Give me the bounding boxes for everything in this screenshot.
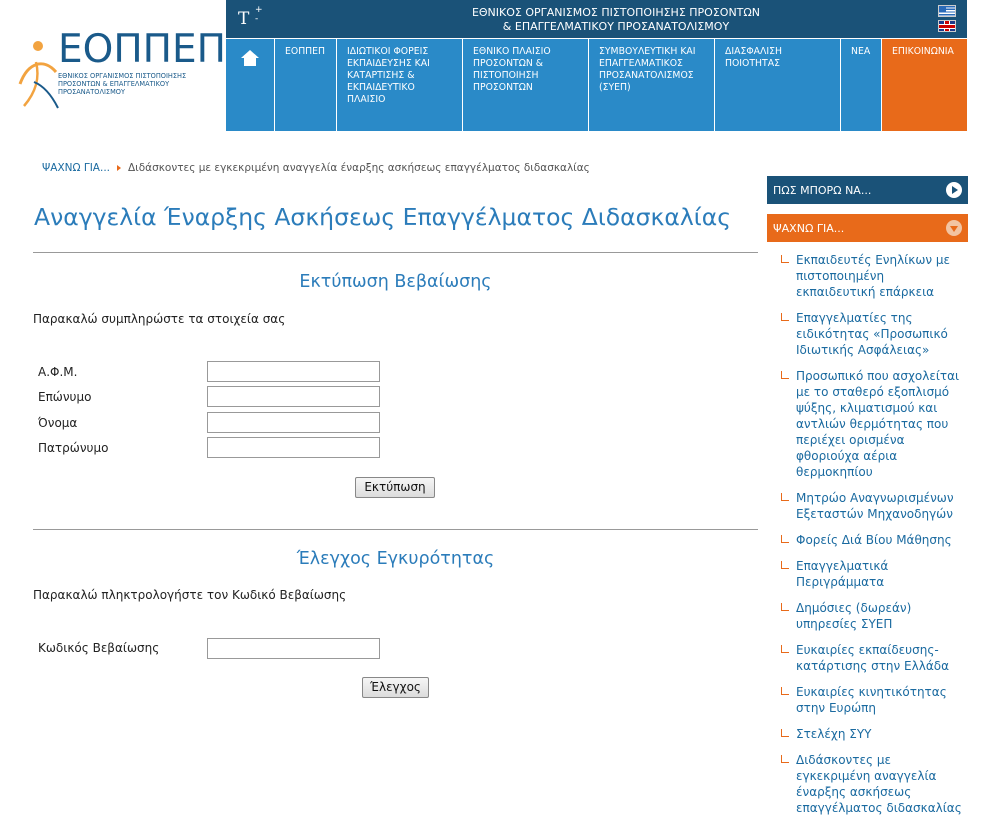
surname-label: Επώνυμο (38, 390, 92, 404)
breadcrumb-arrow-icon (117, 165, 121, 171)
main-menu (226, 39, 967, 131)
uk-flag-icon[interactable] (938, 20, 956, 32)
sidebar-link[interactable] (780, 368, 966, 480)
sidebar-link[interactable] (780, 600, 966, 632)
logo-subtitle: ΕΘΝΙΚΟΣ ΟΡΓΑΝΙΣΜΟΣ ΠΙΣΤΟΠΟΙΗΣΗΣ ΠΡΟΣΟΝΤΩΝ & ΕΠΑΓΓΕΛΜΑΤΙΚΟΥ ΠΡΟΣΑΝΑΤΟΛΙΣΜΟΥ (58, 72, 187, 96)
logo-figure-icon (14, 22, 62, 112)
text-size-control[interactable] (238, 5, 263, 29)
text-size-icon[interactable]: T (238, 9, 250, 29)
text-size-plus-minus[interactable]: + - (255, 5, 263, 24)
menu-item-counseling[interactable]: ΣΥΜΒΟΥΛΕΥΤΙΚΗ ΚΑΙ ΕΠΑΓΓΕΛΜΑΤΙΚΟΣ ΠΡΟΣΑΝΑΤΟΛΙΣΜΟΣ (ΣΥΕΠ) (588, 39, 714, 131)
bullet-icon (781, 561, 789, 569)
afm-label: Α.Φ.Μ. (38, 365, 78, 379)
afm-input[interactable] (207, 361, 380, 382)
sidebar-link-text[interactable]: Διδάσκοντες με εγκεκριμένη αναγγελία έναρξης ασκήσεως επαγγέλματος διδασκαλίας (796, 753, 962, 815)
bullet-icon (781, 255, 789, 263)
bullet-icon (781, 687, 789, 695)
sidebar-link[interactable] (780, 310, 966, 358)
menu-item-quality[interactable]: ΔΙΑΣΦΑΛΙΣΗ ΠΟΙΟΤΗΤΑΣ (714, 39, 840, 131)
bullet-icon (781, 755, 789, 763)
home-icon (240, 49, 260, 67)
menu-item-private-providers[interactable]: ΙΔΙΩΤΙΚΟΙ ΦΟΡΕΙΣ ΕΚΠΑΙΔΕΥΣΗΣ ΚΑΙ ΚΑΤΑΡΤΙΣΗΣ & ΕΚΠΑΙΔΕΥΤΙΚΟ ΠΛΑΙΣΙΟ (336, 39, 462, 131)
print-button[interactable]: Εκτύπωση (355, 477, 435, 498)
divider (33, 529, 758, 530)
firstname-input[interactable] (207, 412, 380, 433)
sidebar-link-text[interactable]: Επαγγελματίες της ειδικότητας «Προσωπικό Ιδιωτικής Ασφάλειας» (796, 311, 948, 357)
menu-home[interactable] (226, 39, 274, 131)
sidebar-link[interactable] (780, 532, 966, 548)
arrow-down-icon (946, 220, 962, 236)
sidebar-link-text[interactable]: Μητρώο Αναγνωρισμένων Εξεταστών Μηχανοδηγών (796, 491, 954, 521)
how-can-i-bar[interactable] (767, 176, 968, 204)
check-button[interactable]: Έλεγχος (362, 677, 429, 698)
firstname-label: Όνομα (38, 416, 78, 430)
sidebar-link[interactable] (780, 252, 966, 300)
looking-for-bar[interactable] (767, 214, 968, 242)
menu-item-news[interactable]: ΝΕΑ (840, 39, 881, 131)
bullet-icon (781, 729, 789, 737)
sidebar-link[interactable] (780, 490, 966, 522)
bullet-icon (781, 493, 789, 501)
bullet-icon (781, 371, 789, 379)
sidebar-link-text[interactable]: Προσωπικό που ασχολείται με το σταθερό εξοπλισμό ψύξης, κλιματισμού και αντλιών θερμότητας που περιέχει ορισμένα φθοριούχα αέρια θερμοκηπίου (796, 369, 960, 479)
top-header (226, 0, 967, 38)
logo-name: ΕΟΠΠΕΠ (58, 27, 226, 72)
bullet-icon (781, 313, 789, 321)
org-name-line1: ΕΘΝΙΚΟΣ ΟΡΓΑΝΙΣΜΟΣ ΠΙΣΤΟΠΟΙΗΣΗΣ ΠΡΟΣΟΝΤΩΝ (471, 6, 761, 19)
fathername-label: Πατρώνυμο (38, 441, 109, 455)
sidebar-link-text[interactable]: Στελέχη ΣΥΥ (796, 727, 872, 741)
menu-item-contact[interactable]: ΕΠΙΚΟΙΝΩΝΙΑ (881, 39, 967, 131)
sidebar-link[interactable] (780, 684, 966, 716)
arrow-right-icon (946, 182, 962, 198)
page-title: Αναγγελία Έναρξης Ασκήσεως Επαγγέλματος Διδασκαλίας (34, 203, 732, 231)
bullet-icon (781, 603, 789, 611)
sidebar-link-text[interactable]: Δημόσιες (δωρεάν) υπηρεσίες ΣΥΕΠ (796, 601, 912, 631)
sidebar-link[interactable] (780, 726, 966, 742)
check-instructions: Παρακαλώ πληκτρολογήστε τον Κωδικό Βεβαίωσης (33, 588, 347, 602)
sidebar-link-text[interactable]: Επαγγελματικά Περιγράμματα (796, 559, 889, 589)
looking-for-label: ΨΑΧΝΩ ΓΙΑ... (773, 222, 845, 235)
org-name-line2: & ΕΠΑΓΓΕΛΜΑΤΙΚΟΥ ΠΡΟΣΑΝΑΤΟΛΙΣΜΟΥ (502, 20, 730, 33)
sidebar-link[interactable] (780, 558, 966, 590)
certificate-code-label: Κωδικός Βεβαίωσης (38, 641, 160, 655)
menu-item-eoppep[interactable]: ΕΟΠΠΕΠ (274, 39, 336, 131)
surname-input[interactable] (207, 386, 380, 407)
print-section-title: Εκτύπωση Βεβαίωσης (299, 272, 492, 292)
print-instructions: Παρακαλώ συμπληρώστε τα στοιχεία σας (33, 312, 286, 326)
divider (33, 252, 758, 253)
sidebar-link-text[interactable]: Ευκαιρίες κινητικότητας στην Ευρώπη (796, 685, 947, 715)
sidebar-link[interactable] (780, 752, 966, 816)
sidebar-link[interactable] (780, 642, 966, 674)
bullet-icon (781, 535, 789, 543)
breadcrumb-root-link[interactable]: ΨΑΧΝΩ ΓΙΑ... (42, 162, 110, 174)
sidebar-link-text[interactable]: Εκπαιδευτές Ενηλίκων με πιστοποιημένη εκπαιδευτική επάρκεια (796, 253, 951, 299)
site-logo[interactable] (14, 22, 226, 112)
sidebar-link-text[interactable]: Ευκαιρίες εκπαίδευσης-κατάρτισης στην Ελλάδα (796, 643, 949, 673)
certificate-code-input[interactable] (207, 638, 380, 659)
breadcrumb (42, 162, 590, 174)
check-section-title: Έλεγχος Εγκυρότητας (296, 549, 495, 569)
bullet-icon (781, 645, 789, 653)
organization-name (396, 6, 836, 34)
how-can-i-label: ΠΩΣ ΜΠΟΡΩ ΝΑ... (773, 184, 872, 197)
fathername-input[interactable] (207, 437, 380, 458)
menu-item-qualifications[interactable]: ΕΘΝΙΚΟ ΠΛΑΙΣΙΟ ΠΡΟΣΟΝΤΩΝ & ΠΙΣΤΟΠΟΙΗΣΗ ΠΡΟΣΟΝΤΩΝ (462, 39, 588, 131)
greek-flag-icon[interactable] (938, 5, 956, 17)
breadcrumb-current: Διδάσκοντες με εγκεκριμένη αναγγελία έναρξης ασκήσεως επαγγέλματος διδασκαλίας (128, 162, 590, 174)
sidebar-links (780, 252, 966, 817)
sidebar-link-text[interactable]: Φορείς Διά Βίου Μάθησης (796, 533, 952, 547)
